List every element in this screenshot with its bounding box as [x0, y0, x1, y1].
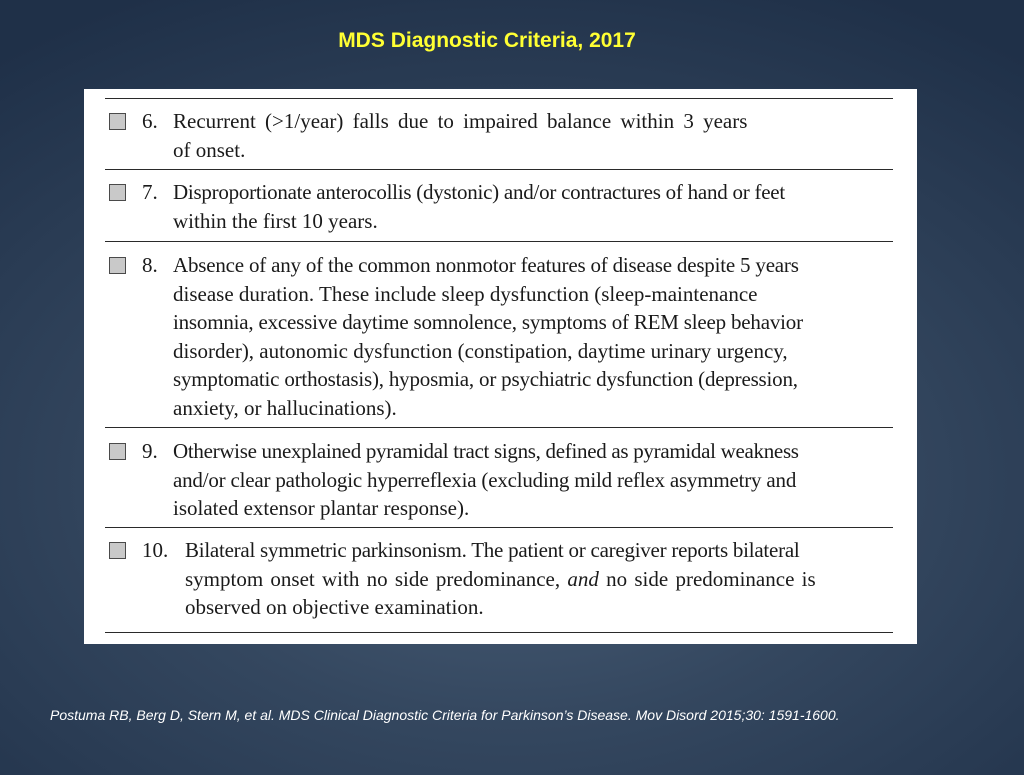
criterion-line-part: symptom onset with no side predominance, — [185, 566, 561, 591]
criterion-text — [173, 437, 799, 523]
criteria-list — [105, 98, 893, 633]
criterion-line: Absence of any of the common nonmotor features of disease despite 5 years — [173, 253, 799, 277]
criteria-panel — [84, 89, 917, 644]
criterion-10 — [105, 528, 893, 632]
criterion-number: 8. — [142, 253, 158, 277]
criterion-line: Bilateral symmetric parkinsonism. The patient or caregiver reports bilateral — [185, 538, 800, 562]
criterion-line: anxiety, or hallucinations). — [173, 395, 397, 420]
criterion-text — [173, 107, 747, 164]
emphasis-and: and — [567, 566, 599, 591]
criterion-9 — [105, 428, 893, 527]
criterion-number: 7. — [142, 180, 158, 204]
checkbox[interactable] — [109, 443, 126, 460]
slide-title: MDS Diagnostic Criteria, 2017 — [338, 29, 636, 52]
criterion-number: 9. — [142, 439, 158, 463]
criterion-text — [173, 251, 803, 423]
citation: Postuma RB, Berg D, Stern M, et al. MDS Clinical Diagnostic Criteria for Parkinson’s Disease. Mov Disord 2015;30: 1591-1600. — [50, 707, 840, 723]
criterion-number: 10. — [142, 538, 169, 562]
criterion-text — [185, 536, 816, 622]
criterion-line: of onset. — [173, 137, 246, 162]
criterion-7 — [105, 170, 893, 241]
checkbox[interactable] — [109, 184, 126, 201]
criterion-line: observed on objective examination. — [185, 595, 484, 620]
criterion-line-part: no side predominance is — [606, 566, 816, 591]
criterion-line: disorder), autonomic dysfunction (constipation, daytime urinary urgency, — [173, 338, 788, 363]
criterion-line: within the first 10 years. — [173, 208, 378, 233]
criterion-line: disease duration. These include sleep dysfunction (sleep-maintenance — [173, 281, 758, 306]
criterion-text — [173, 178, 785, 235]
criterion-6 — [105, 99, 893, 169]
criterion-8 — [105, 242, 893, 427]
criterion-line: isolated extensor plantar response). — [173, 496, 470, 521]
checkbox[interactable] — [109, 113, 126, 130]
criterion-line: symptomatic orthostasis), hyposmia, or psychiatric dysfunction (depression, — [173, 367, 798, 392]
criterion-line: Disproportionate anterocollis (dystonic) and/or contractures of hand or feet — [173, 180, 785, 204]
criterion-line: Otherwise unexplained pyramidal tract signs, defined as pyramidal weakness — [173, 439, 799, 463]
divider — [105, 632, 893, 633]
criterion-number: 6. — [142, 109, 158, 133]
criterion-line: insomnia, excessive daytime somnolence, symptoms of REM sleep behavior — [173, 310, 803, 335]
criterion-line — [185, 565, 816, 594]
checkbox[interactable] — [109, 542, 126, 559]
criterion-line: and/or clear pathologic hyperreflexia (excluding mild reflex asymmetry and — [173, 467, 797, 492]
criterion-line: Recurrent (>1/year) falls due to impaired balance within 3 years — [173, 109, 748, 133]
checkbox[interactable] — [109, 257, 126, 274]
